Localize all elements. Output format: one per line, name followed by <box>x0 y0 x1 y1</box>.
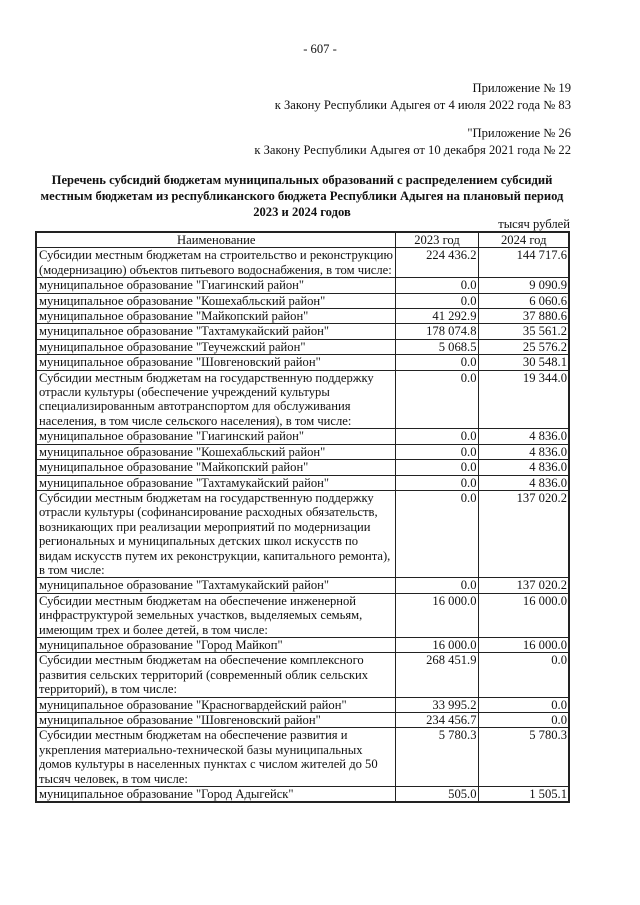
table-row <box>36 429 569 444</box>
value-2024: 0.0 <box>478 713 569 728</box>
value-2023: 16 000.0 <box>395 637 478 652</box>
row-name: муниципальное образование "Город Майкоп" <box>36 637 395 652</box>
value-2024: 16 000.0 <box>478 593 569 637</box>
row-name: Субсидии местным бюджетам на государственную поддержку отрасли культуры (обеспечение учреждений культуры специализированным автотранспортом для обслуживания населения, в том числе сельского населения), в том числе: <box>36 370 395 429</box>
table-header-row <box>36 232 569 248</box>
row-name: Субсидии местным бюджетам на обеспечение развития и укрепления материально-технической базы муниципальных домов культуры в населенных пунктах с числом жителей до 50 тысяч человек, в том числе: <box>36 728 395 787</box>
table-row <box>36 355 569 370</box>
value-2024: 37 880.6 <box>478 309 569 324</box>
table-row <box>36 248 569 278</box>
value-2024: 19 344.0 <box>478 370 569 429</box>
header-2024: 2024 год <box>478 232 569 248</box>
document-title: Перечень субсидий бюджетам муниципальных образований с распределением субсидий местным бюджетам из республиканского бюджета Республики Адыгея на плановый период 2023 и 2024 годов <box>40 173 564 219</box>
table-row <box>36 293 569 308</box>
value-2024: 137 020.2 <box>478 490 569 577</box>
value-2024: 4 836.0 <box>478 444 569 459</box>
table-row <box>36 637 569 652</box>
value-2024: 35 561.2 <box>478 324 569 339</box>
value-2023: 0.0 <box>395 429 478 444</box>
row-name: Субсидии местным бюджетам на обеспечение комплексного развития сельских территорий (современный облик сельских территорий), в том числе: <box>36 653 395 697</box>
row-name: муниципальное образование "Тахтамукайский район" <box>36 578 395 593</box>
value-2024: 0.0 <box>478 653 569 697</box>
value-2024: 4 836.0 <box>478 460 569 475</box>
row-name: муниципальное образование "Тахтамукайский район" <box>36 475 395 490</box>
value-2023: 0.0 <box>395 355 478 370</box>
value-2023: 0.0 <box>395 460 478 475</box>
value-2023: 0.0 <box>395 293 478 308</box>
value-2023: 505.0 <box>395 787 478 803</box>
table-row <box>36 460 569 475</box>
value-2024: 1 505.1 <box>478 787 569 803</box>
table-row <box>36 309 569 324</box>
value-2023: 5 068.5 <box>395 339 478 354</box>
table-row <box>36 324 569 339</box>
appendix-26-title: "Приложение № 26 <box>467 126 571 140</box>
subsidies-table <box>35 231 570 803</box>
value-2023: 234 456.7 <box>395 713 478 728</box>
table-row <box>36 444 569 459</box>
row-name: муниципальное образование "Шовгеновский район" <box>36 355 395 370</box>
value-2024: 25 576.2 <box>478 339 569 354</box>
table-row <box>36 653 569 697</box>
value-2023: 41 292.9 <box>395 309 478 324</box>
appendix-26 <box>254 125 571 159</box>
value-2024: 137 020.2 <box>478 578 569 593</box>
value-2023: 0.0 <box>395 490 478 577</box>
page-number: - 607 - <box>303 42 337 56</box>
units-label: тысяч рублей <box>498 217 570 231</box>
value-2023: 268 451.9 <box>395 653 478 697</box>
appendix-19 <box>275 80 571 114</box>
value-2024: 30 548.1 <box>478 355 569 370</box>
value-2024: 144 717.6 <box>478 248 569 278</box>
value-2024: 16 000.0 <box>478 637 569 652</box>
value-2023: 0.0 <box>395 278 478 293</box>
row-name: муниципальное образование "Майкопский район" <box>36 460 395 475</box>
value-2023: 224 436.2 <box>395 248 478 278</box>
value-2023: 0.0 <box>395 578 478 593</box>
row-name: муниципальное образование "Кошехабльский район" <box>36 293 395 308</box>
value-2024: 4 836.0 <box>478 475 569 490</box>
row-name: муниципальное образование "Майкопский район" <box>36 309 395 324</box>
table-row <box>36 787 569 803</box>
row-name: муниципальное образование "Гиагинский район" <box>36 278 395 293</box>
table-row <box>36 713 569 728</box>
value-2024: 9 090.9 <box>478 278 569 293</box>
table-row <box>36 490 569 577</box>
row-name: муниципальное образование "Красногвардейский район" <box>36 697 395 712</box>
row-name: муниципальное образование "Тахтамукайский район" <box>36 324 395 339</box>
table-row <box>36 728 569 787</box>
header-name: Наименование <box>36 232 395 248</box>
table-row <box>36 578 569 593</box>
value-2023: 5 780.3 <box>395 728 478 787</box>
value-2023: 16 000.0 <box>395 593 478 637</box>
appendix-19-title: Приложение № 19 <box>472 81 571 95</box>
value-2023: 0.0 <box>395 370 478 429</box>
value-2023: 0.0 <box>395 475 478 490</box>
row-name: Субсидии местным бюджетам на строительство и реконструкцию (модернизацию) объектов питьевого водоснабжения, в том числе: <box>36 248 395 278</box>
row-name: муниципальное образование "Гиагинский район" <box>36 429 395 444</box>
row-name: муниципальное образование "Город Адыгейск" <box>36 787 395 803</box>
value-2024: 5 780.3 <box>478 728 569 787</box>
table-row <box>36 339 569 354</box>
value-2024: 4 836.0 <box>478 429 569 444</box>
table-row <box>36 593 569 637</box>
row-name: муниципальное образование "Теучежский район" <box>36 339 395 354</box>
value-2024: 6 060.6 <box>478 293 569 308</box>
appendix-19-law: к Закону Республики Адыгея от 4 июля 2022 года № 83 <box>274 98 571 112</box>
row-name: Субсидии местным бюджетам на государственную поддержку отрасли культуры (софинансирование расходных обязательств, возникающих при реализации мероприятий по модернизации региональных и муниципальных детских школ искусств по видам искусств путем их реконструкции, капитального ремонта), в том числе: <box>36 490 395 577</box>
value-2023: 33 995.2 <box>395 697 478 712</box>
table-row <box>36 475 569 490</box>
row-name: Субсидии местным бюджетам на обеспечение инженерной инфраструктурой земельных участков, выделяемых семьям, имеющим трех и более детей, в том числе: <box>36 593 395 637</box>
table-row <box>36 278 569 293</box>
table-row <box>36 697 569 712</box>
header-2023: 2023 год <box>395 232 478 248</box>
value-2023: 0.0 <box>395 444 478 459</box>
table-row <box>36 370 569 429</box>
value-2023: 178 074.8 <box>395 324 478 339</box>
appendix-26-law: к Закону Республики Адыгея от 10 декабря 2021 года № 22 <box>254 143 571 157</box>
row-name: муниципальное образование "Кошехабльский район" <box>36 444 395 459</box>
value-2024: 0.0 <box>478 697 569 712</box>
row-name: муниципальное образование "Шовгеновский район" <box>36 713 395 728</box>
